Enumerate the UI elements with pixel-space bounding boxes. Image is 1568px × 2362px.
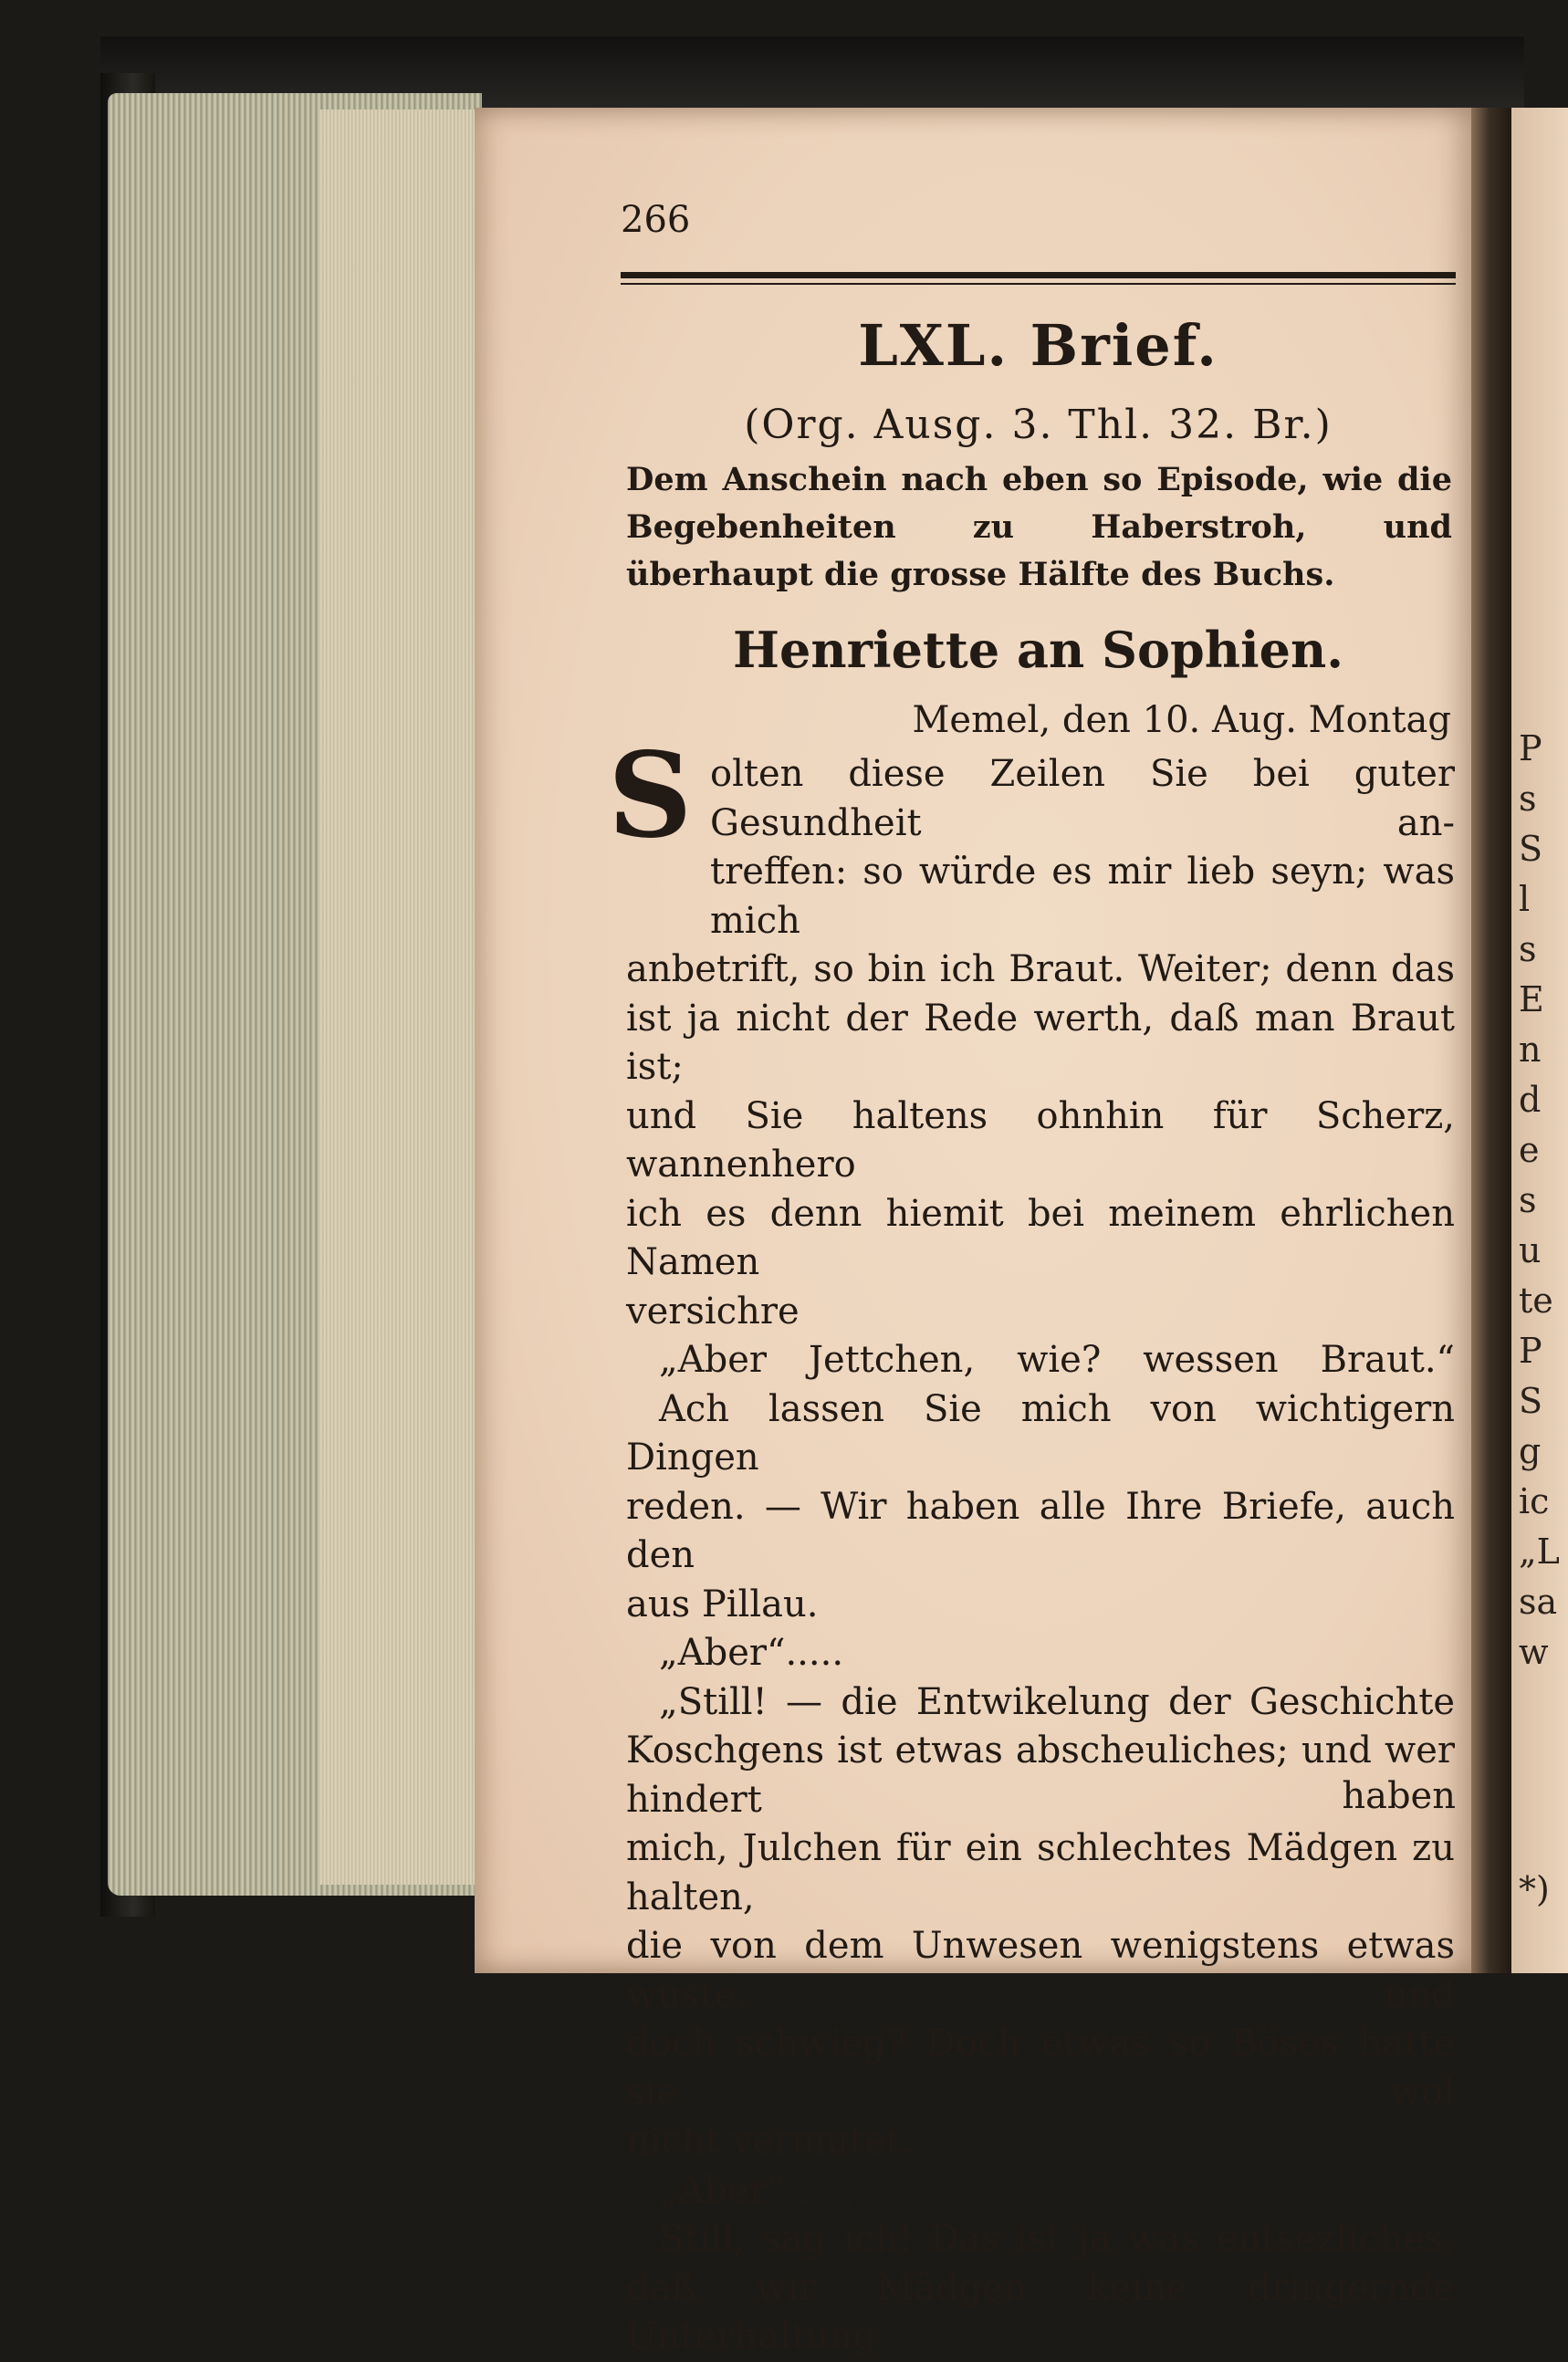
page-edges-inner — [319, 110, 484, 1885]
letter-summary: Dem Anschein nach eben so Episode, wie die Begebenheiten zu Haberstroh, und überhaupt die grosse Hälfte des Buchs. — [626, 461, 1452, 593]
header-rule — [621, 272, 1456, 278]
book-gutter — [1471, 108, 1511, 1973]
facing-letter: P — [1519, 728, 1542, 768]
facing-letter: s — [1519, 779, 1537, 819]
facing-letter: s — [1519, 1180, 1537, 1220]
facing-page-fragment — [1511, 108, 1568, 1973]
body-line: versichre — [626, 1290, 800, 1333]
body-line: mich, Julchen für ein schlechtes Mädgen zu halten, — [626, 1827, 1455, 1918]
body-line: „Aber Jettchen, wie? wessen Braut.“ — [659, 1339, 1455, 1381]
dateline: Memel, den 10. Aug. Montag — [912, 699, 1451, 741]
facing-letter: e — [1519, 1130, 1540, 1170]
facing-letter: s — [1519, 929, 1537, 969]
facing-letter: te — [1519, 1280, 1553, 1321]
body-line: „Aber“ . . . — [659, 2169, 855, 2211]
facing-letter: l — [1519, 879, 1531, 919]
body-line: ist ja nicht der Rede werth, daß man Braut ist; — [626, 997, 1455, 1088]
facing-letter: E — [1519, 979, 1544, 1019]
facing-letter: d — [1519, 1080, 1542, 1120]
body-line: reden. — Wir haben alle Ihre Briefe, auch den — [626, 1485, 1455, 1576]
facing-letter: g — [1519, 1431, 1542, 1471]
body-line: daß wir Mädgen keine dringernde Unterhaltung — [626, 2266, 1455, 2357]
facing-letter: P — [1519, 1331, 1542, 1371]
page-number: 266 — [621, 199, 691, 241]
facing-letter: „L — [1519, 1531, 1560, 1572]
body-line: Koschgens ist etwas abscheuliches; und wer hindert — [626, 1730, 1455, 1821]
body-line: ich es denn hiemit bei meinem ehrlichen Namen — [626, 1192, 1455, 1283]
facing-letter: n — [1519, 1029, 1542, 1070]
body-line: nicht vermutet. — [626, 2120, 913, 2162]
body-line: die von dem Unwesen wenigstens etwas wuste, und — [626, 1925, 1455, 2016]
body-line: doch schwieg? Doch etwas so Böses hatte sie wol — [626, 2022, 1455, 2114]
body-line: treffen: so würde es mir lieb seyn; was mich — [710, 851, 1455, 942]
letter-body — [626, 750, 1455, 2362]
edition-note: (Org. Ausg. 3. Thl. 32. Br.) — [744, 402, 1333, 448]
letter-title: LXL. Brief. — [858, 312, 1218, 379]
facing-letter: sa — [1519, 1582, 1558, 1622]
body-line: olten diese Zeilen Sie bei guter Gesundheit an- — [710, 753, 1455, 844]
facing-letter: ic — [1519, 1481, 1550, 1521]
facing-letter: *) — [1519, 1869, 1550, 1909]
facing-letter: w — [1519, 1632, 1549, 1672]
facing-letter: S — [1519, 1381, 1543, 1421]
body-line: „Aber“..... — [659, 1632, 844, 1674]
header-rule-thin — [621, 283, 1456, 285]
body-line: Still, sag ich! Das ist ja was entsezliches, — [659, 2218, 1455, 2260]
body-line: aus Pillau. — [626, 1583, 819, 1625]
body-line: anbetrift, so bin ich Braut. Weiter; denn das — [626, 948, 1455, 990]
body-line: und Sie haltens ohnhin für Scherz, wannenhero — [626, 1094, 1455, 1186]
facing-letter: u — [1519, 1230, 1542, 1270]
body-line: Ach lassen Sie mich von wichtigern Dingen — [626, 1387, 1455, 1479]
facing-letter: S — [1519, 829, 1543, 869]
catchword: haben — [1342, 1775, 1456, 1817]
body-line: „Still! — die Entwikelung der Geschichte — [659, 1680, 1455, 1723]
drop-cap: S — [608, 727, 693, 864]
letter-heading: Henriette an Sophien. — [732, 621, 1343, 679]
